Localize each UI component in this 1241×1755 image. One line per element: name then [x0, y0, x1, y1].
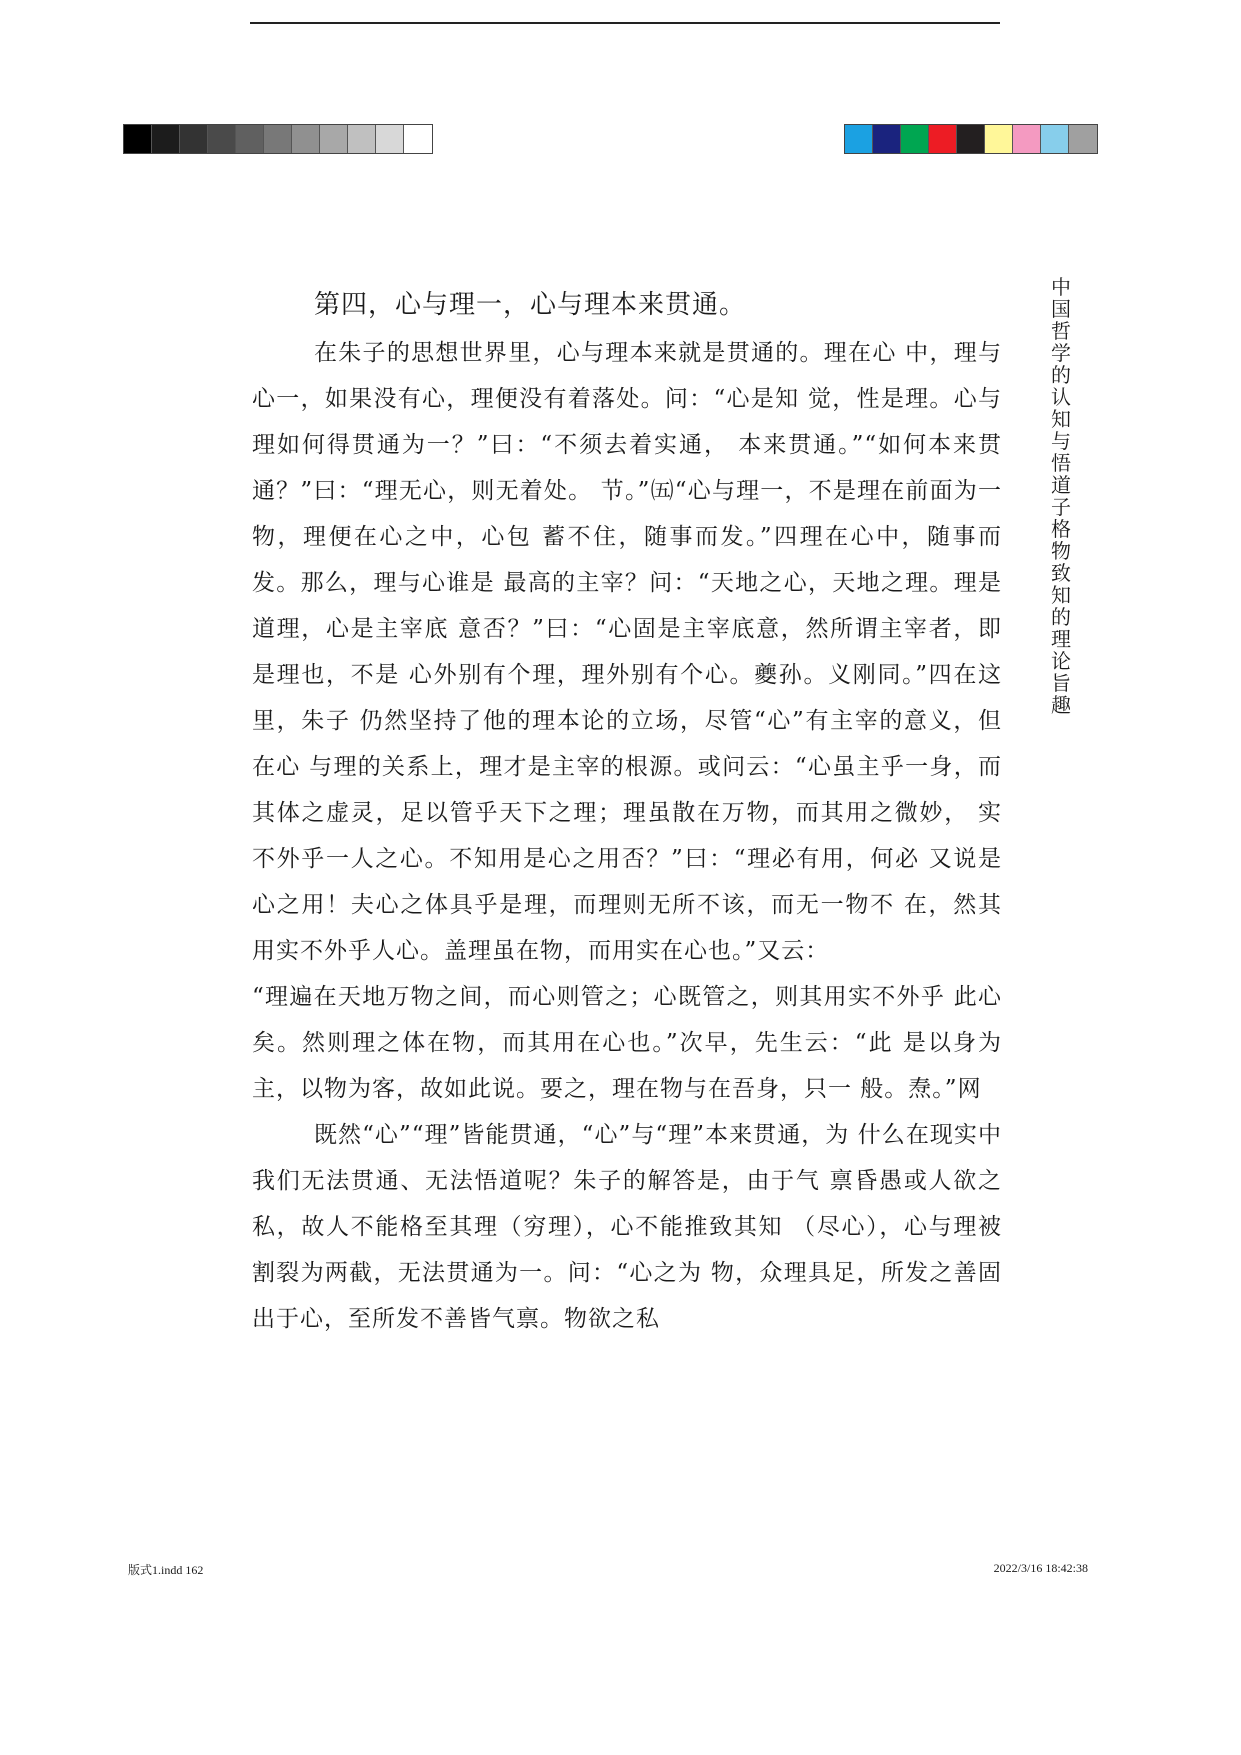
swatch	[901, 125, 929, 153]
top-rule	[250, 22, 1000, 24]
color-registration-bar	[844, 124, 1098, 154]
swatch	[236, 125, 264, 153]
swatch	[376, 125, 404, 153]
swatch	[264, 125, 292, 153]
footer-file-info: 版式1.indd 162	[128, 1563, 204, 1577]
grayscale-registration-bar	[123, 124, 433, 154]
swatch	[208, 125, 236, 153]
swatch	[320, 125, 348, 153]
swatch	[152, 125, 180, 153]
swatch	[957, 125, 985, 153]
footer-timestamp: 2022/3/16 18:42:38	[993, 1561, 1088, 1575]
swatch	[873, 125, 901, 153]
paragraph: 既然“心”“理”皆能贯通，“心”与“理”本来贯通，为 什么在现实中我们无法贯通、无法悟道呢？朱子的解答是，由于气 禀昏愚或人欲之私，故人不能格至其理（穷理），心不能推致其知 （尽心），心与理被割裂为两截，无法贯通为一。问：“心之为 物，众理具足，所发之善固出于心，至所发不善皆气禀。物欲之私	[252, 1122, 1002, 1332]
swatch	[124, 125, 152, 153]
swatch	[348, 125, 376, 153]
swatch	[404, 125, 432, 153]
swatch	[1041, 125, 1069, 153]
swatch	[985, 125, 1013, 153]
paragraph: “理遍在天地万物之间，而心则管之；心既管之，则其用实不外乎 此心矣。然则理之体在物，而其用在心也。”次早，先生云：“此 是以身为主，以物为客，故如此说。要之，理在物与在吾身，只一 般。焘。”网	[252, 984, 1002, 1102]
swatch	[292, 125, 320, 153]
page-body	[252, 282, 1002, 1342]
swatch	[845, 125, 873, 153]
paragraph: 在朱子的思想世界里，心与理本来就是贯通的。理在心 中，理与心一，如果没有心，理便没有着落处。问：“心是知 觉，性是理。心与理如何得贯通为一？”曰：“不须去着实通， 本来贯通。”“如何本来贯通？”曰：“理无心，则无着处。 节。”㈤“心与理一，不是理在前面为一物，理便在心之中，心包 蓄不住，随事而发。”四理在心中，随事而发。那么，理与心谁是 最高的主宰？问：“天地之心，天地之理。理是道理，心是主宰底 意否？”曰：“心固是主宰底意，然所谓主宰者，即是理也，不是 心外别有个理，理外别有个心。夔孙。义刚同。”四在这里，朱子 仍然坚持了他的理本论的立场，尽管“心”有主宰的意义，但在心 与理的关系上，理才是主宰的根源。或问云：“心虽主乎一身，而 其体之虚灵，足以管乎天下之理；理虽散在万物，而其用之微妙， 实不外乎一人之心。不知用是心之用否？”曰：“理必有用，何必 又说是心之用！夫心之体具乎是理，而理则无所不该，而无一物不 在，然其用实不外乎人心。盖理虽在物，而用实在心也。”又云：	[252, 340, 1002, 964]
swatch	[1013, 125, 1041, 153]
swatch	[180, 125, 208, 153]
swatch	[1069, 125, 1097, 153]
swatch	[929, 125, 957, 153]
running-title: 中国哲学的认知与悟道子格物致知的理论旨趣	[1051, 275, 1071, 717]
section-heading: 第四，心与理一，心与理本来贯通。	[314, 290, 747, 320]
